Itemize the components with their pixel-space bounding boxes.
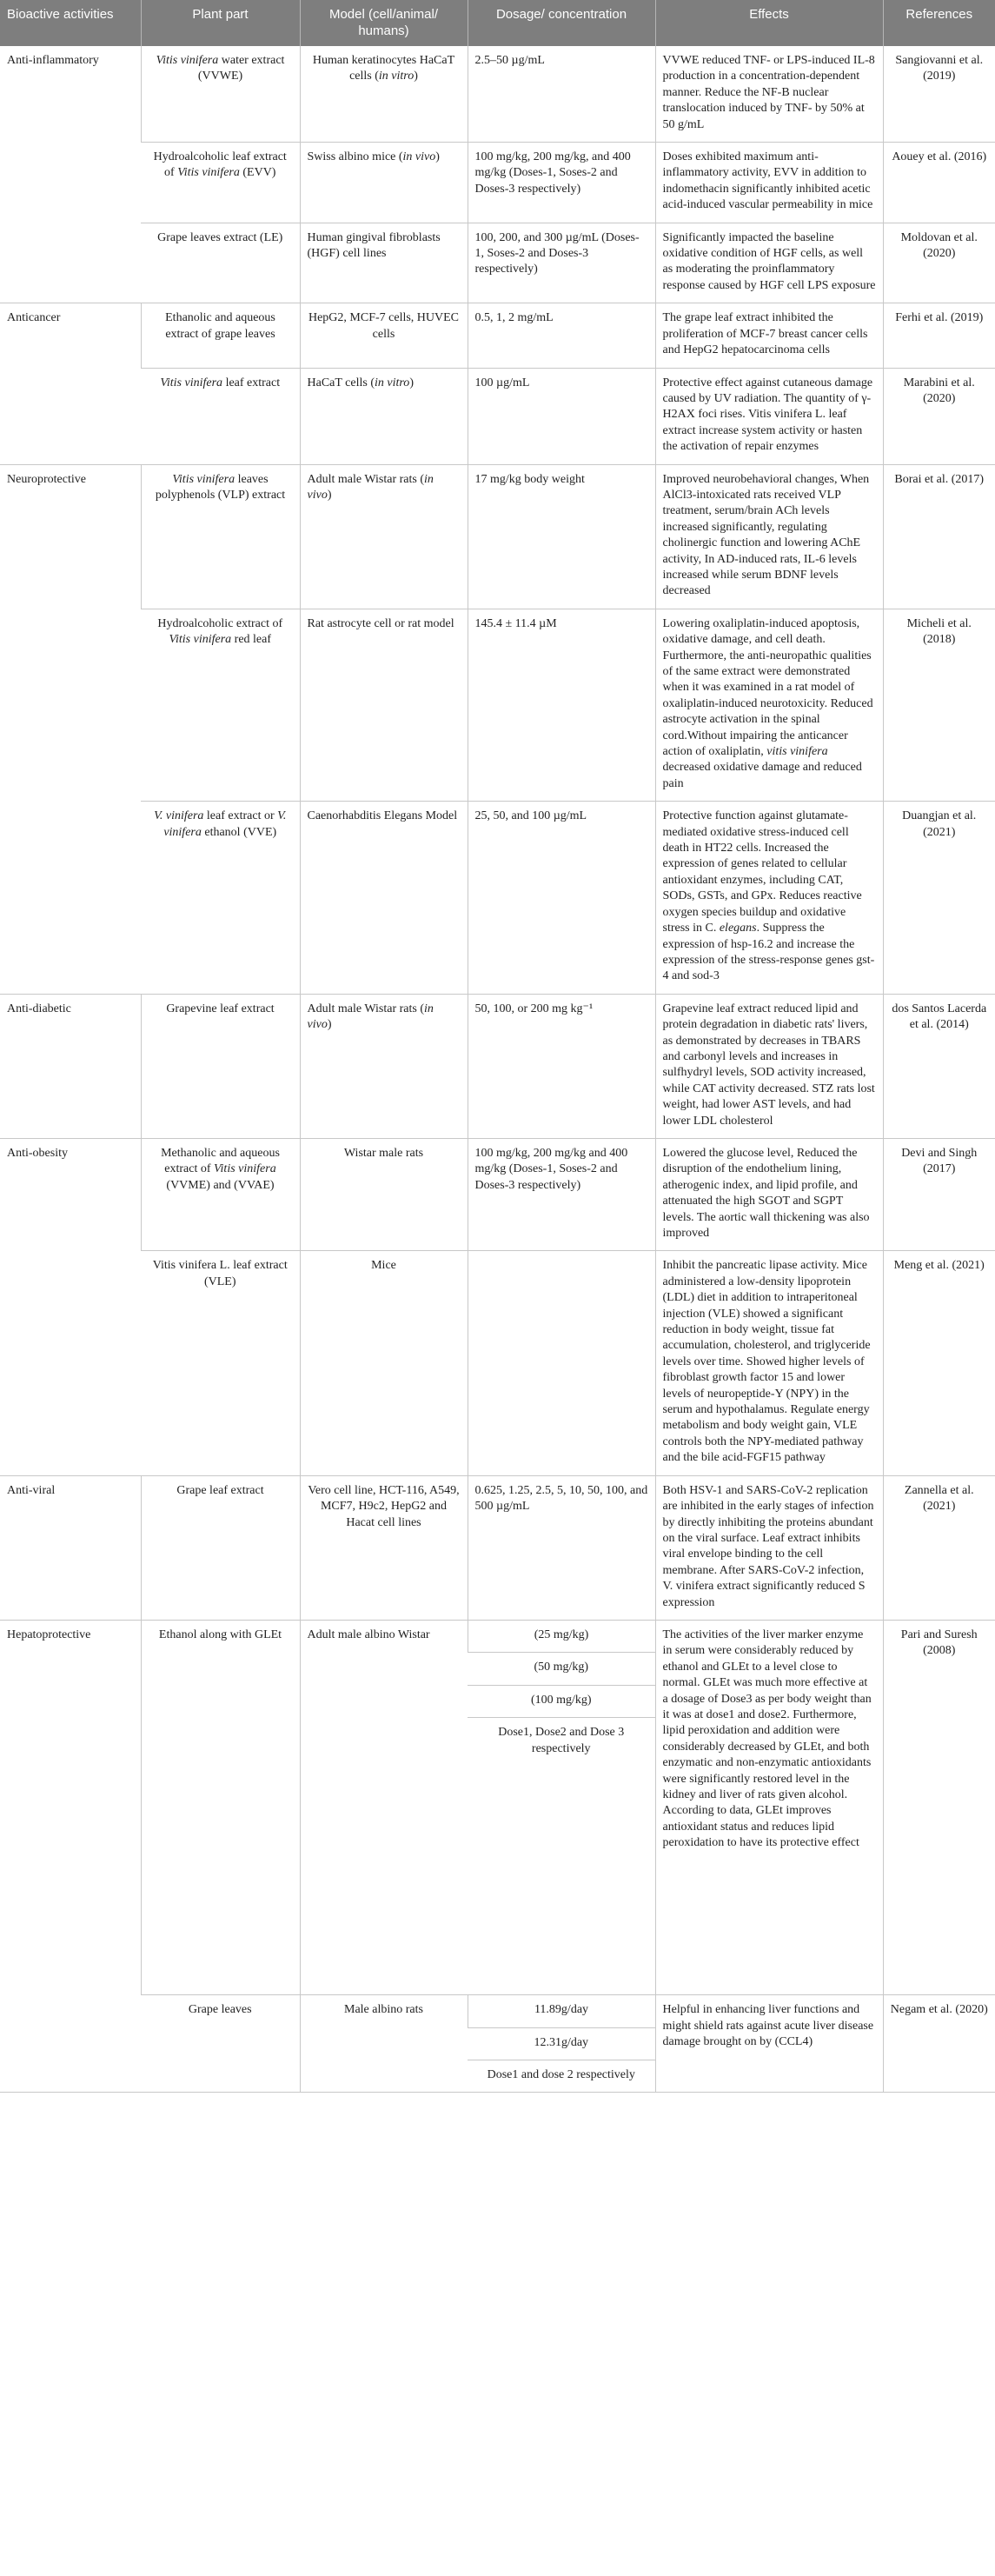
- table-row: [0, 223, 995, 303]
- model-text: HaCaT cells (: [307, 376, 375, 389]
- model-cell: Caenorhabditis Elegans Model: [300, 802, 468, 994]
- reference-cell: Micheli et al. (2018): [883, 609, 995, 801]
- header-effects: Effects: [655, 0, 883, 46]
- plant-cell: Grape leaves: [141, 1995, 300, 2093]
- effects-cell: Doses exhibited maximum anti-inflammatory activity, EVV in addition to indomethacin significantly inhibited acetic acid-induced vascular permeability in mice: [655, 143, 883, 223]
- dose-cell: 100 mg/kg, 200 mg/kg and 400 mg/kg (Doses-1, Soses-2 and Doses-3 respectively): [468, 1138, 655, 1250]
- effects-cell: Protective effect against cutaneous damage caused by UV radiation. The quantity of γ-H2AX foci rises. Vitis vinifera L. leaf extract increase system activity or hasten the activation of repair enzymes: [655, 368, 883, 464]
- plant-text: leaf extract: [222, 376, 281, 389]
- activity-cell: Hepatoprotective: [0, 1620, 141, 2092]
- table-row: [0, 1995, 995, 2027]
- dose-cell: 11.89g/day: [468, 1995, 655, 2027]
- plant-text: Hydroalcoholic extract of: [157, 616, 283, 630]
- plant-cell: [141, 464, 300, 609]
- table-row: [0, 464, 995, 609]
- plant-text-italic: Vitis vinifera: [177, 166, 240, 180]
- effects-text: Lowering oxaliplatin-induced apoptosis, oxidative damage, and cell death. Furthermore, the anti-neuropathic qualities of the same extract were demonstrated when it was examined in a rat model of oxaliplatin-induced neurotoxicity. Reduced astrocyte activation in the spinal cord.Without impairing the anticancer action of oxaliplatin,: [662, 616, 873, 759]
- dose-cell: 2.5–50 µg/mL: [468, 46, 655, 143]
- plant-text-italic: Vitis vinifera: [214, 1162, 276, 1176]
- reference-cell: Aouey et al. (2016): [883, 143, 995, 223]
- header-dosage: Dosage/ concentration: [468, 0, 655, 46]
- model-cell: [300, 368, 468, 464]
- model-cell: Human gingival fibroblasts (HGF) cell lines: [300, 223, 468, 303]
- plant-text: Hydroalcoholic leaf extract of: [153, 150, 287, 180]
- model-text: Human keratinocytes HaCaT cells (: [312, 54, 455, 83]
- activity-cell: Anticancer: [0, 303, 141, 464]
- effects-text-italic: elegans: [719, 922, 757, 935]
- model-text: Swiss albino mice (: [307, 150, 403, 164]
- activity-cell: Anti-viral: [0, 1475, 141, 1620]
- table-row: [0, 46, 995, 143]
- model-cell: Adult male albino Wistar: [300, 1620, 468, 1994]
- effects-cell: Improved neurobehavioral changes, When AlCl3-intoxicated rats received VLP treatment, serum/brain ACh levels increased significantly, regulating cholinergic function and lowering AChE activity, In AD-induced rats, IL-6 levels increased while serum BDNF levels decreased: [655, 464, 883, 609]
- model-text: Adult male Wistar rats (: [307, 472, 424, 486]
- plant-cell: [141, 802, 300, 994]
- activity-cell: Anti-diabetic: [0, 994, 141, 1138]
- effects-cell: Helpful in enhancing liver functions and might shield rats against acute liver disease damage brought on by (CCL4): [655, 1995, 883, 2093]
- effects-cell: The activities of the liver marker enzyme in serum were considerably reduced by ethanol and GLEt to a level close to normal. GLEt was much more effective at a dosage of Dose3 as per body weight than it was at dose1 and dose2. Furthermore, lipid peroxidation and addition were considerably decreased by GLEt, and both enzymatic and non-enzymatic antioxidants were significantly restored level in the kidney and liver of rats given alcohol. According to data, GLEt improves antioxidant status and reduces lipid peroxidation to have its protective effect: [655, 1620, 883, 1994]
- model-cell: [300, 994, 468, 1138]
- model-text: ): [327, 1018, 332, 1032]
- effects-cell: [655, 609, 883, 801]
- plant-text: water extract (VVWE): [197, 54, 285, 83]
- header-model: Model (cell/animal/ humans): [300, 0, 468, 46]
- table-row: [0, 303, 995, 368]
- plant-cell: [141, 1138, 300, 1250]
- activity-cell: Anti-inflammatory: [0, 46, 141, 303]
- dose-cell: 50, 100, or 200 mg kg⁻¹: [468, 994, 655, 1138]
- plant-cell: Grape leaves extract (LE): [141, 223, 300, 303]
- table-row: [0, 368, 995, 464]
- model-text: Adult male Wistar rats (: [307, 1002, 424, 1015]
- model-cell: Vero cell line, HCT-116, A549, MCF7, H9c2, HepG2 and Hacat cell lines: [300, 1475, 468, 1620]
- table-row: [0, 609, 995, 801]
- effects-text: decreased oxidative damage and reduced pain: [662, 761, 862, 790]
- dose-cell: [468, 1251, 655, 1475]
- effects-text: Protective function against glutamate-mediated oxidative stress-induced cell death in HT22 cells. Increased the expression of genes related to cellular antioxidant enzymes, including CAT, SODs, GSTs, and GPx. Reduces reactive oxygen species buildup and oxidative stress in C.: [662, 809, 862, 935]
- table-row: [0, 802, 995, 994]
- plant-text: leaves polyphenols (VLP) extract: [155, 472, 286, 502]
- plant-text: leaf extract or: [203, 809, 278, 823]
- plant-text-italic: Vitis vinifera: [160, 376, 223, 389]
- header-references: References: [883, 0, 995, 46]
- plant-cell: [141, 368, 300, 464]
- plant-cell: [141, 609, 300, 801]
- model-text: ): [409, 376, 414, 389]
- plant-cell: Ethanolic and aqueous extract of grape leaves: [141, 303, 300, 368]
- dose-cell: Dose1 and dose 2 respectively: [468, 2060, 655, 2092]
- model-text: ): [435, 150, 440, 164]
- dose-cell: 100 mg/kg, 200 mg/kg, and 400 mg/kg (Doses-1, Soses-2 and Doses-3 respectively): [468, 143, 655, 223]
- plant-text-italic: V. vinifera: [154, 809, 204, 823]
- model-text-italic: in vivo: [307, 472, 434, 502]
- reference-cell: Zannella et al. (2021): [883, 1475, 995, 1620]
- dose-cell: 12.31g/day: [468, 2027, 655, 2060]
- model-cell: Rat astrocyte cell or rat model: [300, 609, 468, 801]
- model-text-italic: in vivo: [307, 1002, 434, 1032]
- table-row: [0, 1475, 995, 1620]
- plant-cell: Grape leaf extract: [141, 1475, 300, 1620]
- effects-cell: Inhibit the pancreatic lipase activity. Mice administered a low-density lipoprotein (LDL) diet in addition to intraperitoneal injection (VLE) showed a significant reduction in body weight, tissue fat accumulation, cholesterol, and triglyceride levels over time. Showed higher levels of fibroblast growth factor 15 and lower levels of neuropeptide-Y (NPY) in the serum and hypothalamus. Regulate energy metabolism and body weight gain, VLE controls both the NPY-mediated pathway and the bile acid-FGF15 pathway: [655, 1251, 883, 1475]
- reference-cell: Sangiovanni et al. (2019): [883, 46, 995, 143]
- reference-cell: Negam et al. (2020): [883, 1995, 995, 2093]
- effects-cell: Both HSV-1 and SARS-CoV-2 replication are inhibited in the early stages of infection by directly inhibiting the proteins abundant on the viral surface. Leaf extract inhibits viral envelope binding to the cell membrane. After SARS-CoV-2 infection, V. vinifera extract significantly reduced S expression: [655, 1475, 883, 1620]
- plant-text-italic: Vitis vinifera: [169, 633, 232, 647]
- effects-cell: Lowered the glucose level, Reduced the disruption of the endothelium lining, atherogenic index, and lipid profile, and attenuated the high SGOT and SGPT levels. The aortic wall thickening was also improved: [655, 1138, 883, 1250]
- header-plant-part: Plant part: [141, 0, 300, 46]
- model-text: ): [327, 488, 332, 502]
- model-text-italic: in vivo: [402, 150, 436, 164]
- reference-cell: Devi and Singh (2017): [883, 1138, 995, 1250]
- model-cell: Wistar male rats: [300, 1138, 468, 1250]
- plant-cell: Grapevine leaf extract: [141, 994, 300, 1138]
- reference-cell: Borai et al. (2017): [883, 464, 995, 609]
- plant-text: Methanolic and aqueous extract of: [161, 1146, 280, 1176]
- table-row: [0, 1620, 995, 1652]
- table-row: [0, 1251, 995, 1475]
- model-cell: HepG2, MCF-7 cells, HUVEC cells: [300, 303, 468, 368]
- model-text-italic: in vitro: [375, 376, 410, 389]
- activity-cell: Neuroprotective: [0, 464, 141, 994]
- model-text-italic: in vitro: [378, 70, 415, 83]
- plant-cell: Ethanol along with GLEt: [141, 1620, 300, 1994]
- plant-text-italic: Vitis vinifera: [156, 54, 219, 67]
- effects-cell: The grape leaf extract inhibited the proliferation of MCF-7 breast cancer cells and HepG2 hepatocarcinoma cells: [655, 303, 883, 368]
- reference-cell: Meng et al. (2021): [883, 1251, 995, 1475]
- plant-text: ethanol (VVE): [201, 825, 277, 839]
- dose-cell: 100 µg/mL: [468, 368, 655, 464]
- reference-cell: Duangjan et al. (2021): [883, 802, 995, 994]
- dose-cell: 0.5, 1, 2 mg/mL: [468, 303, 655, 368]
- effects-cell: [655, 802, 883, 994]
- reference-cell: Moldovan et al. (2020): [883, 223, 995, 303]
- dose-cell: Dose1, Dose2 and Dose 3 respectively: [468, 1718, 655, 1995]
- reference-cell: Ferhi et al. (2019): [883, 303, 995, 368]
- effects-cell: VVWE reduced TNF- or LPS-induced IL-8 production in a concentration-dependent manner. Reduce the NF-B nuclear translocation induced by TNF- by 50% at 50 g/mL: [655, 46, 883, 143]
- table-row: [0, 1138, 995, 1250]
- reference-cell: dos Santos Lacerda et al. (2014): [883, 994, 995, 1138]
- model-cell: [300, 143, 468, 223]
- reference-cell: Marabini et al. (2020): [883, 368, 995, 464]
- plant-text-italic: V. vinifera: [163, 809, 287, 839]
- effects-cell: Grapevine leaf extract reduced lipid and protein degradation in diabetic rats' livers, as demonstrated by decreases in TBARS and carbonyl levels and increases in sulfhydryl levels, SOD activity increased, while CAT activity decreased. STZ rats lost weight, had lower AST levels, and had lower LDL cholesterol: [655, 994, 883, 1138]
- reference-cell: Pari and Suresh (2008): [883, 1620, 995, 1994]
- model-cell: [300, 464, 468, 609]
- dose-cell: (100 mg/kg): [468, 1685, 655, 1717]
- table-row: [0, 994, 995, 1138]
- plant-cell: Vitis vinifera L. leaf extract (VLE): [141, 1251, 300, 1475]
- dose-cell: 100, 200, and 300 µg/mL (Doses-1, Soses-2 and Doses-3 respectively): [468, 223, 655, 303]
- plant-text: red leaf: [231, 633, 272, 647]
- plant-text: (VVME) and (VVAE): [166, 1178, 275, 1192]
- plant-text: (EVV): [239, 166, 276, 180]
- dose-cell: 145.4 ± 11.4 µM: [468, 609, 655, 801]
- dose-cell: (25 mg/kg): [468, 1620, 655, 1652]
- effects-text-italic: vitis vinifera: [766, 745, 828, 759]
- activity-cell: Anti-obesity: [0, 1138, 141, 1475]
- plant-cell: [141, 143, 300, 223]
- effects-text: . Suppress the expression of hsp-16.2 and increase the expression of the stress-response genes gst-4 and sod-3: [662, 922, 875, 983]
- model-text: ): [414, 70, 418, 83]
- model-cell: [300, 46, 468, 143]
- effects-cell: Significantly impacted the baseline oxidative condition of HGF cells, as well as moderating the proinflammatory response caused by HGF cell LPS exposure: [655, 223, 883, 303]
- dose-cell: 17 mg/kg body weight: [468, 464, 655, 609]
- model-cell: Mice: [300, 1251, 468, 1475]
- dose-cell: (50 mg/kg): [468, 1653, 655, 1685]
- model-cell: Male albino rats: [300, 1995, 468, 2093]
- plant-cell: [141, 46, 300, 143]
- dose-cell: 25, 50, and 100 µg/mL: [468, 802, 655, 994]
- header-bioactive-activities: Bioactive activities: [0, 0, 141, 46]
- dose-cell: 0.625, 1.25, 2.5, 5, 10, 50, 100, and 500 µg/mL: [468, 1475, 655, 1620]
- table-row: [0, 143, 995, 223]
- plant-text-italic: Vitis vinifera: [172, 472, 235, 486]
- table-header-row: [0, 0, 995, 46]
